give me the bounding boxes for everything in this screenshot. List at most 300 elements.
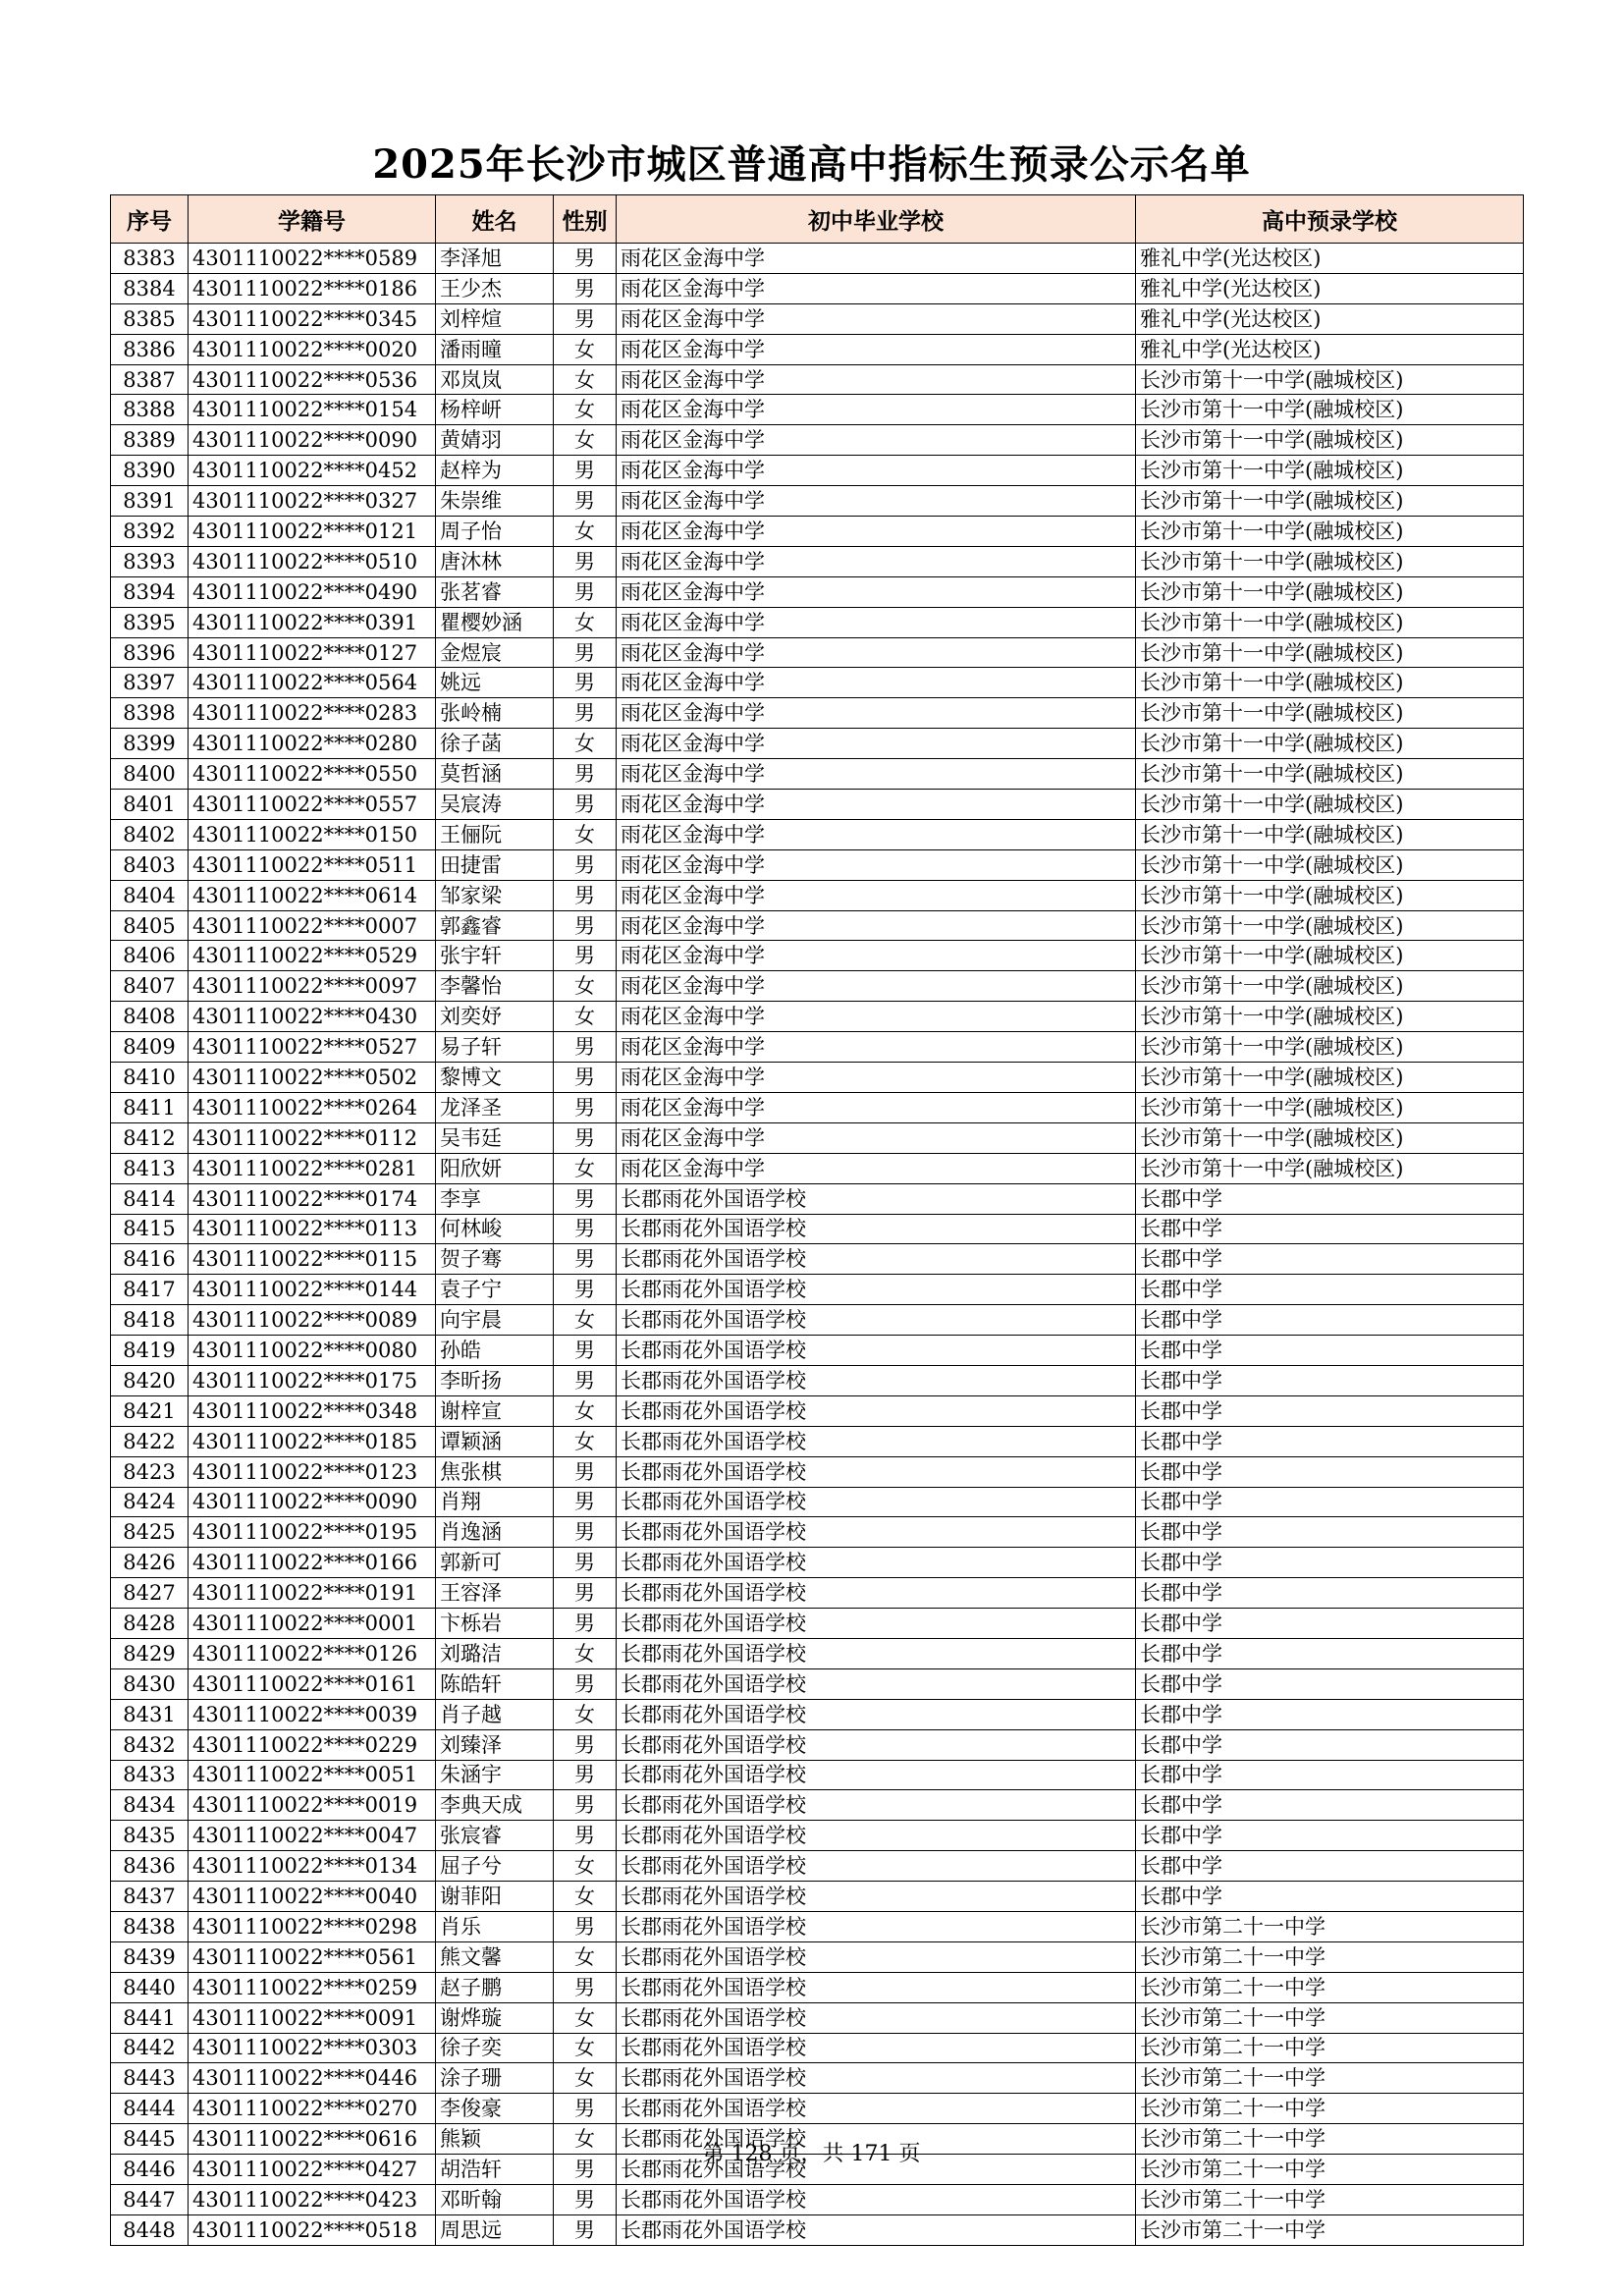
cell-gender: 男 xyxy=(554,1729,617,1760)
cell-student-id: 4301110022****0452 xyxy=(189,456,436,486)
cell-no: 8417 xyxy=(111,1275,189,1305)
cell-no: 8383 xyxy=(111,244,189,274)
cell-high-school: 长郡中学 xyxy=(1136,1275,1524,1305)
cell-middle-school: 长郡雨花外国语学校 xyxy=(617,2214,1136,2245)
cell-name: 肖翔 xyxy=(436,1487,554,1517)
cell-high-school: 长沙市第十一中学(融城校区) xyxy=(1136,790,1524,820)
cell-name: 赵子鹏 xyxy=(436,1972,554,2002)
cell-no: 8412 xyxy=(111,1122,189,1153)
cell-middle-school: 长郡雨花外国语学校 xyxy=(617,1426,1136,1456)
cell-no: 8384 xyxy=(111,273,189,303)
header-student-id: 学籍号 xyxy=(189,195,436,244)
cell-no: 8418 xyxy=(111,1305,189,1336)
cell-gender: 男 xyxy=(554,1517,617,1548)
cell-no: 8430 xyxy=(111,1668,189,1699)
cell-gender: 女 xyxy=(554,395,617,425)
cell-gender: 男 xyxy=(554,1336,617,1366)
cell-middle-school: 雨花区金海中学 xyxy=(617,1063,1136,1093)
table-row xyxy=(111,1336,1524,1366)
cell-name: 杨梓岍 xyxy=(436,395,554,425)
table-body xyxy=(111,244,1524,2246)
cell-student-id: 4301110022****0298 xyxy=(189,1911,436,1941)
cell-high-school: 长沙市第十一中学(融城校区) xyxy=(1136,395,1524,425)
cell-student-id: 4301110022****0113 xyxy=(189,1214,436,1244)
cell-name: 李馨怡 xyxy=(436,971,554,1002)
cell-gender: 女 xyxy=(554,1638,617,1668)
cell-student-id: 4301110022****0281 xyxy=(189,1153,436,1183)
cell-name: 瞿樱妙涵 xyxy=(436,607,554,637)
cell-high-school: 长沙市第二十一中学 xyxy=(1136,2214,1524,2245)
table-row xyxy=(111,1244,1524,1275)
cell-student-id: 4301110022****0550 xyxy=(189,759,436,790)
cell-student-id: 4301110022****0259 xyxy=(189,1972,436,2002)
cell-student-id: 4301110022****0427 xyxy=(189,2155,436,2185)
cell-high-school: 长沙市第十一中学(融城校区) xyxy=(1136,729,1524,759)
cell-middle-school: 长郡雨花外国语学校 xyxy=(617,1395,1136,1426)
cell-high-school: 长沙市第十一中学(融城校区) xyxy=(1136,546,1524,576)
cell-middle-school: 雨花区金海中学 xyxy=(617,456,1136,486)
table-row xyxy=(111,2185,1524,2215)
cell-high-school: 长沙市第十一中学(融城校区) xyxy=(1136,1122,1524,1153)
cell-name: 熊文馨 xyxy=(436,1941,554,1972)
table-row xyxy=(111,1911,1524,1941)
cell-no: 8389 xyxy=(111,425,189,456)
cell-no: 8434 xyxy=(111,1790,189,1821)
cell-name: 李典天成 xyxy=(436,1790,554,1821)
table-row xyxy=(111,1790,1524,1821)
cell-high-school: 长郡中学 xyxy=(1136,1244,1524,1275)
cell-high-school: 长沙市第十一中学(融城校区) xyxy=(1136,668,1524,698)
cell-no: 8441 xyxy=(111,2002,189,2033)
cell-middle-school: 长郡雨花外国语学校 xyxy=(617,1729,1136,1760)
cell-gender: 男 xyxy=(554,1244,617,1275)
cell-high-school: 长郡中学 xyxy=(1136,1578,1524,1609)
cell-name: 熊颖 xyxy=(436,2124,554,2155)
cell-student-id: 4301110022****0090 xyxy=(189,1487,436,1517)
table-header-row xyxy=(111,195,1524,244)
cell-name: 邹家梁 xyxy=(436,880,554,910)
table-row xyxy=(111,395,1524,425)
cell-gender: 男 xyxy=(554,2155,617,2185)
cell-gender: 男 xyxy=(554,273,617,303)
cell-middle-school: 雨花区金海中学 xyxy=(617,244,1136,274)
cell-middle-school: 长郡雨花外国语学校 xyxy=(617,2002,1136,2033)
cell-gender: 男 xyxy=(554,1911,617,1941)
cell-gender: 男 xyxy=(554,1032,617,1063)
cell-name: 张岭楠 xyxy=(436,698,554,729)
cell-name: 龙泽圣 xyxy=(436,1092,554,1122)
cell-name: 李昕扬 xyxy=(436,1365,554,1395)
cell-gender: 男 xyxy=(554,1548,617,1578)
cell-gender: 男 xyxy=(554,1456,617,1487)
cell-high-school: 雅礼中学(光达校区) xyxy=(1136,273,1524,303)
cell-student-id: 4301110022****0430 xyxy=(189,1002,436,1032)
cell-high-school: 长沙市第二十一中学 xyxy=(1136,2185,1524,2215)
table-row xyxy=(111,1729,1524,1760)
cell-middle-school: 雨花区金海中学 xyxy=(617,425,1136,456)
cell-no: 8433 xyxy=(111,1760,189,1790)
cell-student-id: 4301110022****0527 xyxy=(189,1032,436,1063)
cell-high-school: 长沙市第十一中学(融城校区) xyxy=(1136,486,1524,517)
cell-name: 黄婧羽 xyxy=(436,425,554,456)
header-no: 序号 xyxy=(111,195,189,244)
cell-no: 8391 xyxy=(111,486,189,517)
table-row xyxy=(111,1699,1524,1729)
cell-no: 8442 xyxy=(111,2033,189,2063)
cell-name: 李俊豪 xyxy=(436,2094,554,2124)
cell-middle-school: 雨花区金海中学 xyxy=(617,971,1136,1002)
cell-no: 8444 xyxy=(111,2094,189,2124)
cell-middle-school: 雨花区金海中学 xyxy=(617,880,1136,910)
cell-student-id: 4301110022****0283 xyxy=(189,698,436,729)
cell-no: 8393 xyxy=(111,546,189,576)
cell-middle-school: 雨花区金海中学 xyxy=(617,486,1136,517)
table-row xyxy=(111,910,1524,941)
cell-gender: 女 xyxy=(554,2033,617,2063)
cell-middle-school: 雨花区金海中学 xyxy=(617,759,1136,790)
cell-no: 8425 xyxy=(111,1517,189,1548)
cell-student-id: 4301110022****0040 xyxy=(189,1882,436,1912)
cell-student-id: 4301110022****0264 xyxy=(189,1092,436,1122)
cell-high-school: 雅礼中学(光达校区) xyxy=(1136,244,1524,274)
cell-middle-school: 雨花区金海中学 xyxy=(617,546,1136,576)
table-row xyxy=(111,2214,1524,2245)
cell-middle-school: 雨花区金海中学 xyxy=(617,1153,1136,1183)
cell-student-id: 4301110022****0134 xyxy=(189,1851,436,1882)
table-row xyxy=(111,1002,1524,1032)
cell-student-id: 4301110022****0557 xyxy=(189,790,436,820)
cell-student-id: 4301110022****0174 xyxy=(189,1183,436,1214)
cell-gender: 女 xyxy=(554,334,617,364)
cell-no: 8408 xyxy=(111,1002,189,1032)
cell-student-id: 4301110022****0191 xyxy=(189,1578,436,1609)
table-row xyxy=(111,1668,1524,1699)
cell-no: 8426 xyxy=(111,1548,189,1578)
cell-name: 潘雨曈 xyxy=(436,334,554,364)
cell-gender: 男 xyxy=(554,637,617,668)
cell-gender: 男 xyxy=(554,1760,617,1790)
cell-middle-school: 雨花区金海中学 xyxy=(617,1092,1136,1122)
cell-high-school: 长沙市第十一中学(融城校区) xyxy=(1136,517,1524,547)
cell-student-id: 4301110022****0154 xyxy=(189,395,436,425)
header-gender: 性别 xyxy=(554,195,617,244)
cell-name: 朱涵宇 xyxy=(436,1760,554,1790)
cell-no: 8387 xyxy=(111,364,189,395)
header-middle-school: 初中毕业学校 xyxy=(617,195,1136,244)
cell-high-school: 长沙市第二十一中学 xyxy=(1136,2002,1524,2033)
cell-gender: 男 xyxy=(554,668,617,698)
cell-no: 8385 xyxy=(111,303,189,334)
cell-name: 肖乐 xyxy=(436,1911,554,1941)
cell-gender: 男 xyxy=(554,1092,617,1122)
cell-no: 8448 xyxy=(111,2214,189,2245)
table-row xyxy=(111,486,1524,517)
cell-name: 赵梓为 xyxy=(436,456,554,486)
cell-student-id: 4301110022****0518 xyxy=(189,2214,436,2245)
cell-gender: 男 xyxy=(554,880,617,910)
table-row xyxy=(111,1972,1524,2002)
cell-no: 8436 xyxy=(111,1851,189,1882)
table-row xyxy=(111,1609,1524,1639)
table-row xyxy=(111,364,1524,395)
cell-high-school: 长郡中学 xyxy=(1136,1851,1524,1882)
table-row xyxy=(111,244,1524,274)
cell-student-id: 4301110022****0091 xyxy=(189,2002,436,2033)
table-row xyxy=(111,576,1524,607)
table-row xyxy=(111,2033,1524,2063)
table-row xyxy=(111,1548,1524,1578)
cell-gender: 女 xyxy=(554,2124,617,2155)
cell-middle-school: 雨花区金海中学 xyxy=(617,819,1136,849)
table-row xyxy=(111,1578,1524,1609)
cell-student-id: 4301110022****0616 xyxy=(189,2124,436,2155)
table-row xyxy=(111,849,1524,880)
cell-name: 袁子宁 xyxy=(436,1275,554,1305)
cell-gender: 男 xyxy=(554,1821,617,1851)
cell-no: 8390 xyxy=(111,456,189,486)
cell-high-school: 长郡中学 xyxy=(1136,1609,1524,1639)
cell-middle-school: 长郡雨花外国语学校 xyxy=(617,1638,1136,1668)
cell-name: 金煜宸 xyxy=(436,637,554,668)
cell-high-school: 长沙市第十一中学(融城校区) xyxy=(1136,1092,1524,1122)
cell-no: 8402 xyxy=(111,819,189,849)
student-table xyxy=(110,194,1524,2246)
cell-student-id: 4301110022****0144 xyxy=(189,1275,436,1305)
cell-gender: 男 xyxy=(554,941,617,971)
cell-student-id: 4301110022****0511 xyxy=(189,849,436,880)
cell-name: 张茗睿 xyxy=(436,576,554,607)
table-row xyxy=(111,759,1524,790)
cell-high-school: 长郡中学 xyxy=(1136,1426,1524,1456)
cell-student-id: 4301110022****0090 xyxy=(189,425,436,456)
table-row xyxy=(111,1821,1524,1851)
cell-no: 8410 xyxy=(111,1063,189,1093)
cell-gender: 男 xyxy=(554,2185,617,2215)
cell-name: 王俪阮 xyxy=(436,819,554,849)
cell-no: 8399 xyxy=(111,729,189,759)
cell-high-school: 长沙市第二十一中学 xyxy=(1136,2063,1524,2094)
cell-no: 8411 xyxy=(111,1092,189,1122)
cell-middle-school: 长郡雨花外国语学校 xyxy=(617,1578,1136,1609)
cell-middle-school: 雨花区金海中学 xyxy=(617,576,1136,607)
cell-name: 朱崇维 xyxy=(436,486,554,517)
table-row xyxy=(111,456,1524,486)
cell-middle-school: 长郡雨花外国语学校 xyxy=(617,1244,1136,1275)
table-row xyxy=(111,1153,1524,1183)
cell-gender: 女 xyxy=(554,517,617,547)
table-row xyxy=(111,273,1524,303)
cell-middle-school: 长郡雨花外国语学校 xyxy=(617,1336,1136,1366)
cell-middle-school: 雨花区金海中学 xyxy=(617,303,1136,334)
cell-middle-school: 长郡雨花外国语学校 xyxy=(617,1275,1136,1305)
cell-high-school: 长沙市第十一中学(融城校区) xyxy=(1136,849,1524,880)
cell-middle-school: 雨花区金海中学 xyxy=(617,334,1136,364)
header-name: 姓名 xyxy=(436,195,554,244)
cell-student-id: 4301110022****0051 xyxy=(189,1760,436,1790)
cell-name: 莫哲涵 xyxy=(436,759,554,790)
cell-name: 谭颖涵 xyxy=(436,1426,554,1456)
cell-no: 8388 xyxy=(111,395,189,425)
table-row xyxy=(111,2094,1524,2124)
cell-high-school: 长沙市第十一中学(融城校区) xyxy=(1136,910,1524,941)
table-row xyxy=(111,1092,1524,1122)
cell-high-school: 长沙市第十一中学(融城校区) xyxy=(1136,1032,1524,1063)
cell-gender: 女 xyxy=(554,1941,617,1972)
cell-middle-school: 雨花区金海中学 xyxy=(617,1002,1136,1032)
table-row xyxy=(111,790,1524,820)
cell-gender: 男 xyxy=(554,910,617,941)
cell-name: 肖逸涵 xyxy=(436,1517,554,1548)
cell-middle-school: 长郡雨花外国语学校 xyxy=(617,1456,1136,1487)
cell-name: 李泽旭 xyxy=(436,244,554,274)
cell-student-id: 4301110022****0121 xyxy=(189,517,436,547)
cell-gender: 女 xyxy=(554,1699,617,1729)
cell-no: 8420 xyxy=(111,1365,189,1395)
table-row xyxy=(111,1032,1524,1063)
cell-gender: 男 xyxy=(554,456,617,486)
table-row xyxy=(111,1851,1524,1882)
cell-gender: 男 xyxy=(554,576,617,607)
cell-high-school: 长郡中学 xyxy=(1136,1336,1524,1366)
cell-gender: 女 xyxy=(554,2063,617,2094)
cell-high-school: 长郡中学 xyxy=(1136,1760,1524,1790)
table-row xyxy=(111,1487,1524,1517)
cell-high-school: 雅礼中学(光达校区) xyxy=(1136,303,1524,334)
cell-high-school: 长沙市第二十一中学 xyxy=(1136,2124,1524,2155)
cell-student-id: 4301110022****0327 xyxy=(189,486,436,517)
cell-student-id: 4301110022****0391 xyxy=(189,607,436,637)
cell-high-school: 长沙市第十一中学(融城校区) xyxy=(1136,880,1524,910)
table-row xyxy=(111,1426,1524,1456)
cell-gender: 女 xyxy=(554,1395,617,1426)
cell-gender: 男 xyxy=(554,2214,617,2245)
cell-no: 8386 xyxy=(111,334,189,364)
cell-middle-school: 长郡雨花外国语学校 xyxy=(617,1882,1136,1912)
cell-middle-school: 雨花区金海中学 xyxy=(617,273,1136,303)
cell-student-id: 4301110022****0161 xyxy=(189,1668,436,1699)
cell-middle-school: 长郡雨花外国语学校 xyxy=(617,1548,1136,1578)
cell-high-school: 长郡中学 xyxy=(1136,1821,1524,1851)
cell-middle-school: 长郡雨花外国语学校 xyxy=(617,1911,1136,1941)
cell-high-school: 长郡中学 xyxy=(1136,1183,1524,1214)
table-row xyxy=(111,425,1524,456)
cell-middle-school: 雨花区金海中学 xyxy=(617,607,1136,637)
cell-middle-school: 长郡雨花外国语学校 xyxy=(617,1790,1136,1821)
cell-name: 易子轩 xyxy=(436,1032,554,1063)
cell-middle-school: 雨花区金海中学 xyxy=(617,668,1136,698)
cell-gender: 女 xyxy=(554,1426,617,1456)
cell-gender: 女 xyxy=(554,607,617,637)
cell-name: 刘梓煊 xyxy=(436,303,554,334)
cell-name: 郭新可 xyxy=(436,1548,554,1578)
table-row xyxy=(111,1760,1524,1790)
cell-student-id: 4301110022****0345 xyxy=(189,303,436,334)
cell-no: 8437 xyxy=(111,1882,189,1912)
table-row xyxy=(111,2002,1524,2033)
cell-no: 8445 xyxy=(111,2124,189,2155)
table-row xyxy=(111,517,1524,547)
cell-name: 王少杰 xyxy=(436,273,554,303)
cell-high-school: 长沙市第十一中学(融城校区) xyxy=(1136,576,1524,607)
cell-name: 焦张棋 xyxy=(436,1456,554,1487)
cell-high-school: 长沙市第十一中学(融城校区) xyxy=(1136,759,1524,790)
table-row xyxy=(111,2063,1524,2094)
cell-name: 李享 xyxy=(436,1183,554,1214)
cell-student-id: 4301110022****0047 xyxy=(189,1821,436,1851)
cell-student-id: 4301110022****0270 xyxy=(189,2094,436,2124)
table-row xyxy=(111,1305,1524,1336)
cell-no: 8413 xyxy=(111,1153,189,1183)
cell-student-id: 4301110022****0529 xyxy=(189,941,436,971)
table-row xyxy=(111,1365,1524,1395)
cell-student-id: 4301110022****0127 xyxy=(189,637,436,668)
cell-gender: 女 xyxy=(554,971,617,1002)
cell-student-id: 4301110022****0589 xyxy=(189,244,436,274)
cell-high-school: 长沙市第十一中学(融城校区) xyxy=(1136,607,1524,637)
cell-student-id: 4301110022****0123 xyxy=(189,1456,436,1487)
cell-name: 阳欣妍 xyxy=(436,1153,554,1183)
cell-name: 陈皓轩 xyxy=(436,1668,554,1699)
cell-high-school: 长沙市第十一中学(融城校区) xyxy=(1136,637,1524,668)
cell-middle-school: 长郡雨花外国语学校 xyxy=(617,1609,1136,1639)
cell-gender: 男 xyxy=(554,486,617,517)
cell-middle-school: 长郡雨花外国语学校 xyxy=(617,1305,1136,1336)
cell-high-school: 长郡中学 xyxy=(1136,1395,1524,1426)
cell-middle-school: 雨花区金海中学 xyxy=(617,1032,1136,1063)
cell-middle-school: 雨花区金海中学 xyxy=(617,517,1136,547)
cell-high-school: 长郡中学 xyxy=(1136,1365,1524,1395)
cell-name: 刘臻泽 xyxy=(436,1729,554,1760)
cell-student-id: 4301110022****0185 xyxy=(189,1426,436,1456)
cell-middle-school: 长郡雨花外国语学校 xyxy=(617,1214,1136,1244)
cell-middle-school: 长郡雨花外国语学校 xyxy=(617,1972,1136,2002)
cell-name: 谢梓宣 xyxy=(436,1395,554,1426)
cell-gender: 男 xyxy=(554,1487,617,1517)
cell-no: 8446 xyxy=(111,2155,189,2185)
cell-name: 吴宸涛 xyxy=(436,790,554,820)
cell-high-school: 长沙市第十一中学(融城校区) xyxy=(1136,1153,1524,1183)
cell-student-id: 4301110022****0020 xyxy=(189,334,436,364)
cell-gender: 男 xyxy=(554,759,617,790)
cell-no: 8397 xyxy=(111,668,189,698)
cell-high-school: 长沙市第二十一中学 xyxy=(1136,2094,1524,2124)
cell-no: 8415 xyxy=(111,1214,189,1244)
cell-name: 刘奕妤 xyxy=(436,1002,554,1032)
cell-middle-school: 长郡雨花外国语学校 xyxy=(617,1183,1136,1214)
cell-no: 8423 xyxy=(111,1456,189,1487)
cell-student-id: 4301110022****0446 xyxy=(189,2063,436,2094)
cell-student-id: 4301110022****0007 xyxy=(189,910,436,941)
cell-gender: 男 xyxy=(554,1214,617,1244)
cell-no: 8447 xyxy=(111,2185,189,2215)
table-row xyxy=(111,880,1524,910)
table-row xyxy=(111,1214,1524,1244)
cell-gender: 男 xyxy=(554,2094,617,2124)
cell-middle-school: 长郡雨花外国语学校 xyxy=(617,1760,1136,1790)
cell-no: 8407 xyxy=(111,971,189,1002)
cell-gender: 女 xyxy=(554,364,617,395)
cell-high-school: 长郡中学 xyxy=(1136,1882,1524,1912)
cell-middle-school: 长郡雨花外国语学校 xyxy=(617,1821,1136,1851)
cell-name: 谢菲阳 xyxy=(436,1882,554,1912)
cell-name: 徐子菡 xyxy=(436,729,554,759)
cell-middle-school: 雨花区金海中学 xyxy=(617,941,1136,971)
cell-high-school: 长郡中学 xyxy=(1136,1487,1524,1517)
cell-no: 8428 xyxy=(111,1609,189,1639)
cell-name: 贺子骞 xyxy=(436,1244,554,1275)
cell-middle-school: 长郡雨花外国语学校 xyxy=(617,1365,1136,1395)
cell-middle-school: 雨花区金海中学 xyxy=(617,910,1136,941)
